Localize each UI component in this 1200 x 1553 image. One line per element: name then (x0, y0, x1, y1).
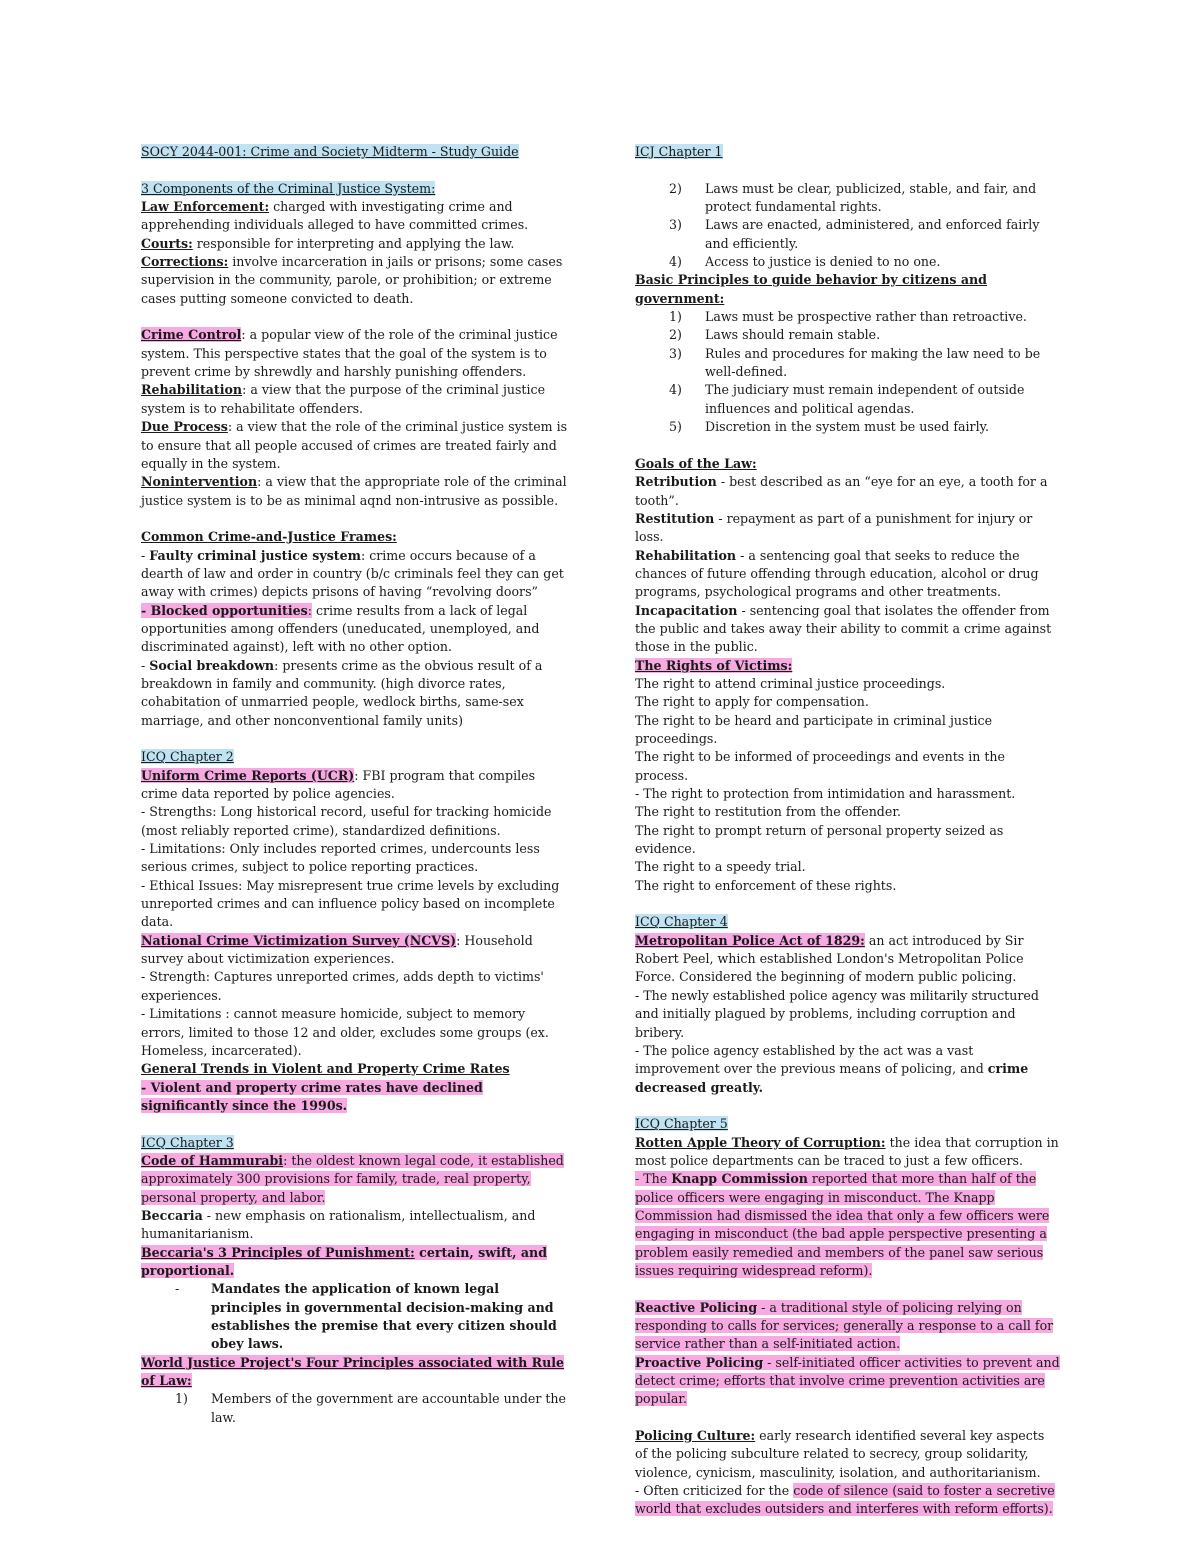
victims-right-item: The right to be informed of proceedings and events in the process. (635, 749, 1005, 783)
ucr-limitations: - Limitations: Only includes reported crimes, undercounts less serious crimes, subject to police reporting practices. (141, 841, 540, 875)
ncvs-limitations: - Limitations : cannot measure homicide, subject to memory errors, limited to those 12 and older, excludes some groups (ex. Homeless, incarcerated). (141, 1006, 549, 1058)
rehabilitation-def: Rehabilitation: a view that the purpose of the criminal justice system is to rehabilitate offenders. (141, 382, 546, 416)
victims-right-item: The right to be heard and participate in criminal justice proceedings. (635, 712, 993, 746)
components-heading: 3 Components of the Criminal Justice System: (141, 180, 436, 196)
basic-principle-1: 1) Laws must be prospective rather than retroactive. (669, 309, 1027, 325)
metropolitan-police-act-def: Metropolitan Police Act of 1829: an act introduced by Sir Robert Peel, which established London's Metropolitan Police Force. Considered the beginning of modern public policing. (635, 932, 1024, 985)
document-title: SOCY 2044-001: Crime and Society Midterm - Study Guide (141, 144, 519, 159)
nonintervention-def: Nonintervention: a view that the appropriate role of the criminal justice system is to be as minimal aqnd non-intrusive as possible. (141, 474, 567, 508)
basic-principle-3: 3) Rules and procedures for making the law need to be well-defined. (669, 345, 1041, 380)
ucr-def: Uniform Crime Reports (UCR): FBI program that compiles crime data reported by police agencies. (141, 767, 536, 802)
ucr-ethical-issues: - Ethical Issues: May misrepresent true crime levels by excluding unreported crimes and can influence policy based on incomplete data. (141, 877, 560, 930)
policing-culture-def: Policing Culture: early research identified several key aspects of the policing subculture related to secrecy, group solidarity, violence, cynicism, masculinity, isolation, and authoritarianism. (635, 1428, 1045, 1480)
wjp-item-4: 4) Access to justice is denied to no one. (669, 254, 941, 270)
beccaria-principles: Beccaria's 3 Principles of Punishment: certain, swift, and proportional. (141, 1244, 547, 1278)
victims-right-item: The right to apply for compensation. (635, 694, 869, 710)
chapter-2-heading: ICQ Chapter 2 (141, 749, 234, 765)
retribution-def: Retribution - best described as an “eye for an eye, a tooth for a tooth”. (635, 474, 1048, 508)
reactive-policing-def: Reactive Policing - a traditional style of policing relying on responding to calls for services; generally a response to a call for service rather than a self-initiated action. (635, 1299, 1054, 1352)
courts-def: Courts: responsible for interpreting and applying the law. (141, 235, 515, 251)
social-breakdown-frame: - Social breakdown: presents crime as the obvious result of a breakdown in family and community. (high divorce rates, cohabitation of unmarried people, wedlock births, same-sex marriage, and other nonconventional family units) (141, 657, 543, 728)
victims-rights-heading: The Rights of Victims: (635, 657, 793, 673)
wjp-item-1: 1) Members of the government are accountable under the law. (175, 1391, 566, 1425)
faulty-system-frame: - Faulty criminal justice system: crime occurs because of a dearth of law and order in country (b/c criminals feel they can get away with crimes) depicts prisons of having “revolving doors” (141, 547, 564, 600)
victims-right-item: The right to a speedy trial. (635, 859, 806, 875)
mandates-bullet-item: - Mandates the application of known legal principles in governmental decision-making and establishes the premise that every citizen should obey laws. (175, 1281, 557, 1352)
chapter-4-heading: ICQ Chapter 4 (635, 914, 728, 930)
chapter-3-heading: ICQ Chapter 3 (141, 1134, 234, 1150)
beccaria-def: Beccaria - new emphasis on rationalism, intellectualism, and humanitarianism. (141, 1207, 536, 1242)
rotten-apple-def: Rotten Apple Theory of Corruption: the idea that corruption in most police departments can be traced to just a few officers. (635, 1134, 1059, 1168)
basic-principle-5: 5) Discretion in the system must be used fairly. (669, 419, 990, 435)
basic-principle-4: 4) The judiciary must remain independent of outside influences and political agendas. (669, 382, 1025, 416)
crime-control-def: Crime Control: a popular view of the role of the criminal justice system. This perspective states that the goal of the system is to prevent crime by shrewdly and harshly punishing offenders. (141, 327, 558, 380)
wjp-item-3: 3) Laws are enacted, administered, and enforced fairly and efficiently. (669, 217, 1040, 251)
victims-right-item: The right to prompt return of personal property seized as evidence. (635, 822, 1004, 857)
frames-heading: Common Crime-and-Justice Frames: (141, 529, 397, 545)
right-column (635, 143, 1060, 1519)
wjp-item-2: 2) Laws must be clear, publicized, stable, and fair, and protect fundamental rights. (669, 180, 1037, 215)
due-process-def: Due Process: a view that the role of the criminal justice system is to ensure that all people accused of crimes are treated fairly and equally in the system. (141, 419, 568, 471)
ncvs-def: National Crime Victimization Survey (NCVS): Household survey about victimization experiences. (141, 932, 533, 967)
restitution-def: Restitution - repayment as part of a punishment for injury or loss. (635, 510, 1033, 545)
left-column (141, 143, 571, 1427)
metro-bullet-2: - The police agency established by the act was a vast improvement over the previous means of policing, and crime decreased greatly. (635, 1042, 1029, 1095)
knapp-commission-text: - The Knapp Commission reported that more than half of the police officers were engaging in misconduct. The Knapp Commission had dismissed the idea that only a few officers were engaging in misconduct (the bad apple perspective presenting a problem easily remedied and members of the panel saw serious issues requiring widespread reform). (635, 1171, 1050, 1278)
trends-text: - Violent and property crime rates have declined significantly since the 1990s. (141, 1079, 483, 1113)
code-of-silence-text: - Often criticized for the code of silence (said to foster a secretive world that excludes outsiders and interferes with reform efforts). (635, 1483, 1055, 1517)
proactive-policing-def: Proactive Policing - self-initiated officer activities to prevent and detect crime; efforts that involve crime prevention activities are popular. (635, 1354, 1060, 1407)
victims-right-item: - The right to protection from intimidation and harassment. (635, 786, 1016, 802)
ncvs-strength: - Strength: Captures unreported crimes, adds depth to victims' experiences. (141, 969, 544, 1003)
trends-heading: General Trends in Violent and Property Crime Rates (141, 1061, 510, 1077)
ucr-strengths: - Strengths: Long historical record, useful for tracking homicide (most reliably reported crime), standardized definitions. (141, 804, 552, 838)
basic-principles-heading: Basic Principles to guide behavior by citizens and government: (635, 272, 987, 306)
rehabilitation-goal-def: Rehabilitation - a sentencing goal that seeks to reduce the chances of future offending through education, alcohol or drug programs, psychological programs and other treatments. (635, 547, 1039, 600)
chapter-5-heading: ICQ Chapter 5 (635, 1116, 728, 1132)
hammurabi-def: Code of Hammurabi: the oldest known legal code, it established approximately 300 provisions for family, trade, real property, personal property, and labor. (141, 1152, 564, 1205)
goals-heading: Goals of the Law: (635, 455, 757, 471)
metro-bullet-1: - The newly established police agency was militarily structured and initially plagued by problems, including corruption and bribery. (635, 987, 1039, 1040)
wjp-heading: World Justice Project's Four Principles associated with Rule of Law: (141, 1354, 565, 1389)
corrections-def: Corrections: involve incarceration in jails or prisons; some cases supervision in the community, parole, or prohibition; or extreme cases putting someone convicted to death. (141, 254, 563, 306)
law-enforcement-def: Law Enforcement: charged with investigating crime and apprehending individuals alleged to have committed crimes. (141, 199, 529, 233)
victims-right-item: The right to enforcement of these rights. (635, 877, 897, 893)
victims-right-item: The right to attend criminal justice proceedings. (635, 675, 946, 691)
chapter-1-heading: ICJ Chapter 1 (635, 144, 723, 159)
victims-right-item: The right to restitution from the offender. (635, 804, 901, 820)
blocked-opportunities-frame: - Blocked opportunities: crime results from a lack of legal opportunities among offenders (uneducated, unemployed, and discriminated against), left with no other option. (141, 602, 540, 655)
incapacitation-def: Incapacitation - sentencing goal that isolates the offender from the public and takes away their ability to commit a crime against those in the public. (635, 602, 1052, 655)
basic-principle-2: 2) Laws should remain stable. (669, 327, 881, 343)
